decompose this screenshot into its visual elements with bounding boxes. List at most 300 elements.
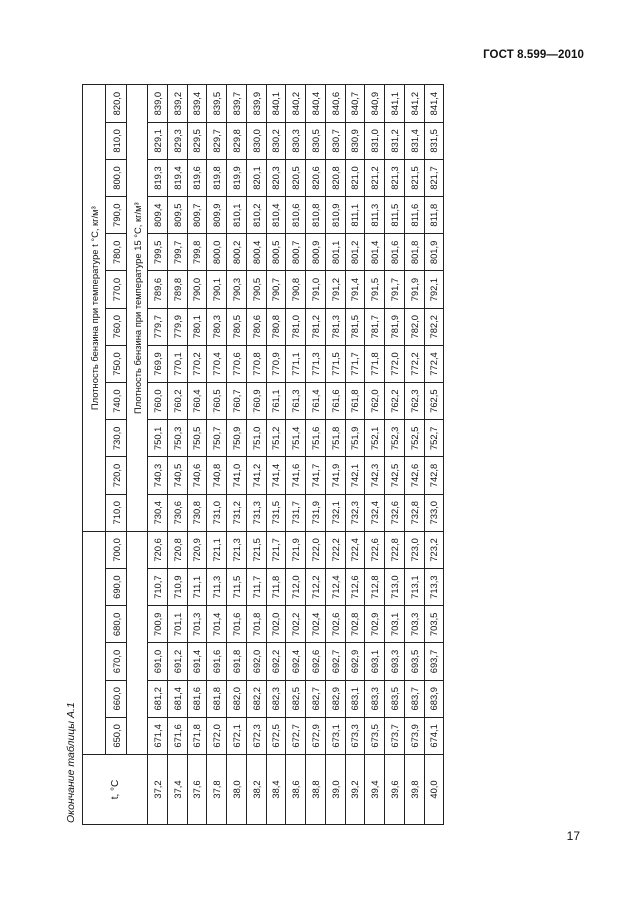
table-row [385,85,405,825]
density-cell: 771,5 [325,345,345,382]
density-cell: 830,5 [306,122,326,159]
density-cell: 722,4 [345,531,365,568]
density-column-header: 650,0 [106,717,127,754]
density-cell: 741,2 [246,457,266,494]
density-cell: 751,0 [246,420,266,457]
density-cell: 829,1 [148,122,168,159]
density-cell: 839,4 [187,85,207,122]
density-cell: 732,6 [385,494,405,531]
density-cell: 721,5 [246,531,266,568]
density-cell: 730,6 [167,494,187,531]
density-cell: 681,2 [148,680,168,717]
table-row [246,85,266,825]
density-cell: 710,9 [167,569,187,606]
density-cell: 762,2 [385,383,405,420]
density-cell: 819,8 [207,159,227,196]
density-cell: 761,6 [325,383,345,420]
density-cell: 693,7 [424,643,444,680]
density-cell: 742,1 [345,457,365,494]
density-cell: 752,3 [385,420,405,457]
density-cell: 693,5 [404,643,424,680]
temperature-cell: 38,2 [246,755,266,825]
density-cell: 721,9 [286,531,306,568]
density-cell: 701,8 [246,606,266,643]
density-column-header: 750,0 [106,345,127,382]
density-cell: 831,5 [424,122,444,159]
density-cell: 772,0 [385,345,405,382]
density-cell: 722,0 [306,531,326,568]
density-cell: 731,5 [266,494,286,531]
density-cell: 819,4 [167,159,187,196]
density-cell: 781,5 [345,308,365,345]
density-cell: 750,3 [167,420,187,457]
density-cell: 790,0 [187,271,207,308]
density-cell: 692,0 [246,643,266,680]
density-cell: 820,5 [286,159,306,196]
density-cell: 821,3 [385,159,405,196]
density-cell: 713,1 [404,569,424,606]
temperature-cell: 39,2 [345,755,365,825]
density-cell: 701,4 [207,606,227,643]
table-row [286,85,306,825]
density-cell: 732,8 [404,494,424,531]
density-cell: 681,8 [207,680,227,717]
temperature-cell: 39,6 [385,755,405,825]
density-cell: 741,4 [266,457,286,494]
table-row [345,85,365,825]
density-cell: 840,2 [286,85,306,122]
density-cell: 790,5 [246,271,266,308]
density-cell: 790,7 [266,271,286,308]
temperature-cell: 37,8 [207,755,227,825]
density-cell: 682,7 [306,680,326,717]
density-cell: 742,6 [404,457,424,494]
density-cell: 721,3 [227,531,247,568]
density-cell: 840,4 [306,85,326,122]
density-cell: 750,7 [207,420,227,457]
density-cell: 672,1 [227,717,247,754]
density-cell: 790,8 [286,271,306,308]
density-cell: 740,5 [167,457,187,494]
density-cell: 840,9 [365,85,385,122]
density-cell: 712,0 [286,569,306,606]
density-cell: 810,4 [266,197,286,234]
density-cell: 692,6 [306,643,326,680]
density-column-header: 730,0 [106,420,127,457]
table-row [424,85,444,825]
density-cell: 682,0 [227,680,247,717]
density-cell: 702,2 [286,606,306,643]
density-cell: 682,2 [246,680,266,717]
density-cell: 782,2 [424,308,444,345]
density-cell: 840,7 [345,85,365,122]
table-row [148,85,168,825]
density-cell: 713,3 [424,569,444,606]
table-row [306,85,326,825]
density-cell: 740,6 [187,457,207,494]
density-cell: 770,1 [167,345,187,382]
density-column-header: 780,0 [106,234,127,271]
density-table [82,85,444,826]
density-cell: 830,0 [246,122,266,159]
density-cell: 792,1 [424,271,444,308]
density-column-header: 800,0 [106,159,127,196]
header-empty-cell [83,531,106,754]
density-cell: 821,7 [424,159,444,196]
density-cell: 750,9 [227,420,247,457]
density-cell: 760,7 [227,383,247,420]
density-cell: 711,1 [187,569,207,606]
density-cell: 771,1 [286,345,306,382]
density-cell: 800,2 [227,234,247,271]
density-cell: 693,1 [365,643,385,680]
density-cell: 780,1 [187,308,207,345]
density-cell: 693,3 [385,643,405,680]
density-cell: 733,0 [424,494,444,531]
density-cell: 741,9 [325,457,345,494]
density-cell: 740,3 [148,457,168,494]
density-cell: 703,3 [404,606,424,643]
density-cell: 742,3 [365,457,385,494]
density-cell: 702,8 [345,606,365,643]
density-cell: 809,7 [187,197,207,234]
table-row [266,85,286,825]
density-cell: 769,9 [148,345,168,382]
density-cell: 791,9 [404,271,424,308]
density-cell: 712,8 [365,569,385,606]
density-cell: 780,6 [246,308,266,345]
density-cell: 770,9 [266,345,286,382]
density-cell: 829,3 [167,122,187,159]
density-cell: 791,5 [365,271,385,308]
density-cell: 820,6 [306,159,326,196]
density-cell: 700,9 [148,606,168,643]
density-cell: 809,4 [148,197,168,234]
density-cell: 671,6 [167,717,187,754]
density-cell: 799,5 [148,234,168,271]
table-row [167,85,187,825]
density-cell: 829,5 [187,122,207,159]
density-cell: 751,6 [306,420,326,457]
density-cell: 800,9 [306,234,326,271]
density-cell: 770,8 [246,345,266,382]
density-cell: 683,7 [404,680,424,717]
density-cell: 740,8 [207,457,227,494]
density-cell: 781,3 [325,308,345,345]
density-cell: 722,6 [365,531,385,568]
density-cell: 811,8 [424,197,444,234]
table-row [187,85,207,825]
density-cell: 791,4 [345,271,365,308]
density-cell: 752,7 [424,420,444,457]
density-cell: 801,6 [385,234,405,271]
density-cell: 702,4 [306,606,326,643]
density-cell: 723,0 [404,531,424,568]
density-cell: 821,2 [365,159,385,196]
density-cell: 691,8 [227,643,247,680]
density-cell: 732,1 [325,494,345,531]
density-cell: 731,7 [286,494,306,531]
density-cell: 674,1 [424,717,444,754]
density-cell: 761,3 [286,383,306,420]
density-cell: 703,5 [424,606,444,643]
density-cell: 839,2 [167,85,187,122]
density-cell: 762,0 [365,383,385,420]
density-cell: 720,6 [148,531,168,568]
density-cell: 840,1 [266,85,286,122]
temperature-cell: 39,0 [325,755,345,825]
density-cell: 712,2 [306,569,326,606]
temperature-cell: 38,4 [266,755,286,825]
density-cell: 801,1 [325,234,345,271]
density-cell: 809,9 [207,197,227,234]
density-column-header: 700,0 [106,531,127,568]
density-cell: 781,7 [365,308,385,345]
table-caption: Окончание таблицы А.1 [65,702,77,823]
density-cell: 751,8 [325,420,345,457]
density-cell: 790,3 [227,271,247,308]
density-cell: 781,0 [286,308,306,345]
density-cell: 672,0 [207,717,227,754]
density-cell: 771,8 [365,345,385,382]
density-cell: 811,1 [345,197,365,234]
table-row [325,85,345,825]
temperature-cell: 37,2 [148,755,168,825]
density-cell: 819,9 [227,159,247,196]
density-cell: 692,2 [266,643,286,680]
density-cell: 781,9 [385,308,405,345]
density-cell: 789,6 [148,271,168,308]
density-cell: 831,4 [404,122,424,159]
density-cell: 722,2 [325,531,345,568]
density-cell: 711,8 [266,569,286,606]
table-row [227,85,247,825]
density-cell: 742,8 [424,457,444,494]
density-column-header: 740,0 [106,383,127,420]
density-cell: 750,1 [148,420,168,457]
rotated-table-area [63,85,453,825]
density-column-header: 810,0 [106,122,127,159]
density-cell: 682,9 [325,680,345,717]
density-cell: 681,4 [167,680,187,717]
density-cell: 701,6 [227,606,247,643]
density-cell: 710,7 [148,569,168,606]
density-cell: 711,3 [207,569,227,606]
density-cell: 682,3 [266,680,286,717]
density-cell: 741,7 [306,457,326,494]
density-cell: 799,7 [167,234,187,271]
density-cell: 772,2 [404,345,424,382]
density-cell: 779,7 [148,308,168,345]
density-cell: 840,6 [325,85,345,122]
density-cell: 750,5 [187,420,207,457]
density-column-header: 790,0 [106,197,127,234]
density-cell: 830,3 [286,122,306,159]
density-cell: 801,8 [404,234,424,271]
density-cell: 801,4 [365,234,385,271]
density-cell: 723,2 [424,531,444,568]
density-cell: 811,5 [385,197,405,234]
density-cell: 800,4 [246,234,266,271]
density-cell: 820,8 [325,159,345,196]
density-cell: 672,5 [266,717,286,754]
density-cell: 830,7 [325,122,345,159]
density-cell: 683,5 [385,680,405,717]
density-cell: 810,1 [227,197,247,234]
temperature-cell: 38,0 [227,755,247,825]
density-cell: 703,1 [385,606,405,643]
density-cell: 731,2 [227,494,247,531]
density-cell: 672,7 [286,717,306,754]
density-cell: 760,5 [207,383,227,420]
density-column-header: 820,0 [106,85,127,122]
density-cell: 711,5 [227,569,247,606]
density-cell: 820,3 [266,159,286,196]
temperature-cell: 38,8 [306,755,326,825]
density-cell: 839,9 [246,85,266,122]
density-cell: 762,5 [424,383,444,420]
density-cell: 673,3 [345,717,365,754]
density-cell: 673,9 [404,717,424,754]
density-cell: 712,4 [325,569,345,606]
density-cell: 702,0 [266,606,286,643]
density-cell: 829,7 [207,122,227,159]
density-cell: 811,3 [365,197,385,234]
table-row [404,85,424,825]
page-number: 17 [566,829,580,843]
density-cell: 701,1 [167,606,187,643]
density-cell: 760,2 [167,383,187,420]
density-cell: 830,9 [345,122,365,159]
density-cell: 781,2 [306,308,326,345]
density-cell: 771,3 [306,345,326,382]
density-column-header: 720,0 [106,457,127,494]
table-row [207,85,227,825]
density-cell: 839,5 [207,85,227,122]
density-cell: 722,8 [385,531,405,568]
density-cell: 819,6 [187,159,207,196]
density-cell: 761,4 [306,383,326,420]
density-cell: 799,8 [187,234,207,271]
density-column-header: 710,0 [106,494,127,531]
density-cell: 711,7 [246,569,266,606]
density-cell: 741,0 [227,457,247,494]
density-cell: 683,3 [365,680,385,717]
density-cell: 713,0 [385,569,405,606]
density-cell: 673,5 [365,717,385,754]
density-cell: 702,9 [365,606,385,643]
density-cell: 831,2 [385,122,405,159]
density-cell: 751,2 [266,420,286,457]
group-header-at-15: Плотность бензина при температуре 15 °С, кг/м³ [127,85,148,531]
density-cell: 702,6 [325,606,345,643]
density-cell: 683,9 [424,680,444,717]
density-cell: 841,1 [385,85,405,122]
density-cell: 821,5 [404,159,424,196]
density-cell: 731,9 [306,494,326,531]
density-cell: 789,8 [167,271,187,308]
density-cell: 760,0 [148,383,168,420]
group-header-at-t: Плотность бензина при температуре t °С, кг/м³ [83,85,106,531]
density-cell: 742,5 [385,457,405,494]
temperature-cell: 38,6 [286,755,306,825]
density-cell: 809,5 [167,197,187,234]
density-cell: 820,1 [246,159,266,196]
density-cell: 672,9 [306,717,326,754]
density-cell: 721,7 [266,531,286,568]
density-cell: 782,0 [404,308,424,345]
header-empty-cell [127,531,148,754]
density-cell: 730,8 [187,494,207,531]
density-cell: 682,5 [286,680,306,717]
density-cell: 701,3 [187,606,207,643]
density-cell: 671,4 [148,717,168,754]
density-cell: 839,0 [148,85,168,122]
density-cell: 841,2 [404,85,424,122]
density-cell: 772,4 [424,345,444,382]
density-column-header: 760,0 [106,308,127,345]
density-cell: 800,0 [207,234,227,271]
density-cell: 841,4 [424,85,444,122]
density-cell: 671,8 [187,717,207,754]
temperature-cell: 37,4 [167,755,187,825]
density-cell: 810,2 [246,197,266,234]
density-column-header: 660,0 [106,680,127,717]
density-column-header: 690,0 [106,569,127,606]
density-cell: 791,7 [385,271,405,308]
document-code: ГОСТ 8.599—2010 [483,49,584,61]
density-cell: 731,3 [246,494,266,531]
density-cell: 721,1 [207,531,227,568]
density-cell: 673,1 [325,717,345,754]
density-cell: 780,3 [207,308,227,345]
density-cell: 810,8 [306,197,326,234]
density-cell: 801,9 [424,234,444,271]
density-cell: 681,6 [187,680,207,717]
density-column-header: 680,0 [106,606,127,643]
density-cell: 771,7 [345,345,365,382]
density-cell: 751,9 [345,420,365,457]
temperature-cell: 39,4 [365,755,385,825]
density-column-header: 770,0 [106,271,127,308]
temperature-cell: 39,8 [404,755,424,825]
density-cell: 732,3 [345,494,365,531]
density-cell: 811,6 [404,197,424,234]
density-cell: 761,1 [266,383,286,420]
density-cell: 810,6 [286,197,306,234]
density-cell: 791,0 [306,271,326,308]
density-cell: 673,7 [385,717,405,754]
density-cell: 801,2 [345,234,365,271]
density-cell: 691,6 [207,643,227,680]
density-cell: 829,8 [227,122,247,159]
density-cell: 692,4 [286,643,306,680]
temperature-cell: 37,6 [187,755,207,825]
density-cell: 779,9 [167,308,187,345]
density-cell: 712,6 [345,569,365,606]
density-cell: 810,9 [325,197,345,234]
density-cell: 720,8 [167,531,187,568]
density-cell: 800,5 [266,234,286,271]
density-cell: 692,7 [325,643,345,680]
density-cell: 672,3 [246,717,266,754]
density-cell: 732,4 [365,494,385,531]
density-cell: 731,0 [207,494,227,531]
density-cell: 770,4 [207,345,227,382]
table-row [365,85,385,825]
density-cell: 762,3 [404,383,424,420]
density-cell: 691,2 [167,643,187,680]
